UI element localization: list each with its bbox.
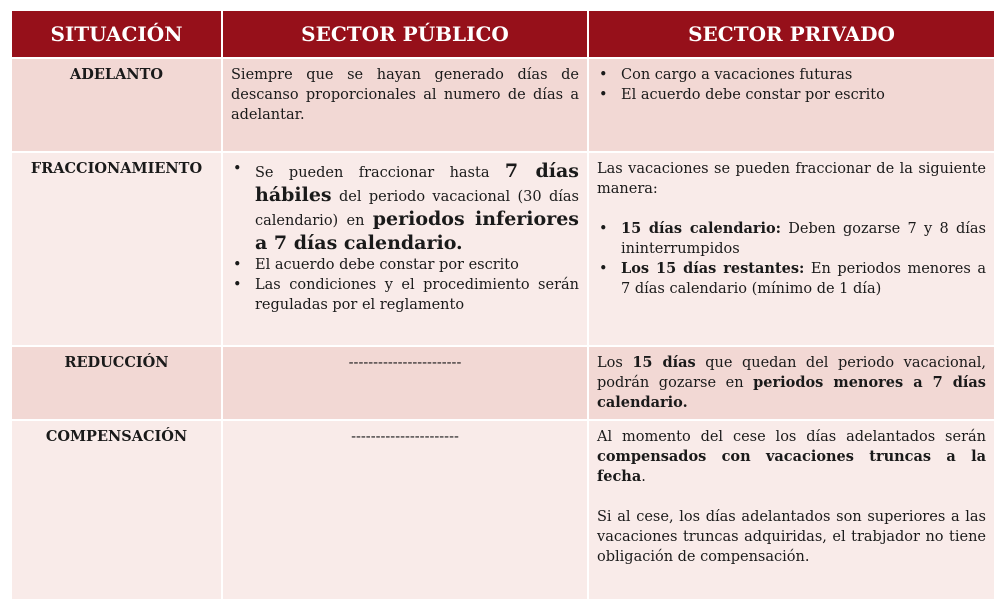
- privado-reduccion: [588, 346, 994, 420]
- spacer: [597, 487, 986, 507]
- list-item-text: El acuerdo debe constar por escrito: [255, 257, 519, 273]
- bold-fragment: periodos menores a 7 días calendario.: [597, 374, 986, 411]
- text-fragment: Al momento del cese los días adelantados serán: [597, 429, 986, 445]
- publico-adelanto: Siempre que se hayan generado días de descanso proporcionales al numero de días a adelantar.: [222, 58, 588, 152]
- text-fragment: En periodos menores a 7 días calendario (mínimo de 1 día): [621, 261, 986, 297]
- bullet-icon: •: [599, 221, 608, 237]
- bullet-icon: •: [599, 261, 608, 277]
- list-item-text: Con cargo a vacaciones futuras: [621, 67, 853, 83]
- text-fragment: Deben gozarse 7 y 8 días ininterrumpidos: [621, 221, 986, 257]
- bullet-icon: •: [233, 257, 242, 273]
- privado-adelanto: [588, 58, 994, 152]
- bold-fragment: 7 días hábiles: [255, 160, 579, 206]
- bullet-icon: •: [233, 161, 242, 177]
- header-situacion: SITUACIÓN: [12, 11, 222, 58]
- list-item: [599, 85, 986, 105]
- situacion-fraccionamiento: FRACCIONAMIENTO: [12, 152, 222, 346]
- text-fragment: que quedan del periodo vacacional, podrán gozarse en: [597, 355, 986, 391]
- situacion-adelanto: ADELANTO: [12, 58, 222, 152]
- row-compensacion: [12, 420, 994, 600]
- bold-fragment: Los 15 días restantes:: [621, 260, 805, 277]
- list-item: [233, 275, 579, 315]
- publico-fraccionamiento: [222, 152, 588, 346]
- bold-fragment: periodos inferiores a 7 días calendario.: [255, 208, 579, 254]
- paragraph: Si al cese, los días adelantados son superiores a las vacaciones truncas adquiridas, el trabjador no tiene obligación de compensación.: [597, 509, 986, 565]
- header-sector-publico: SECTOR PÚBLICO: [222, 11, 588, 58]
- bold-fragment: 15 días calendario:: [621, 220, 782, 237]
- bullet-list: [231, 159, 579, 315]
- privado-fraccionamiento: [588, 152, 994, 346]
- list-item: [599, 65, 986, 85]
- list-item: [599, 259, 986, 299]
- row-adelanto: [12, 58, 994, 152]
- bullet-icon: •: [599, 87, 608, 103]
- bold-fragment: 15 días: [632, 354, 696, 371]
- text-fragment: del periodo vacacional (30 días calendario) en: [255, 189, 579, 229]
- bold-fragment: compensados con vacaciones truncas a la fecha: [597, 448, 986, 485]
- list-item: [599, 219, 986, 259]
- header-sector-privado: SECTOR PRIVADO: [588, 11, 994, 58]
- list-item: [233, 159, 579, 255]
- bullet-icon: •: [599, 67, 608, 83]
- list-item-text: Las condiciones y el procedimiento serán reguladas por el reglamento: [255, 277, 579, 313]
- vacation-comparison-table: [12, 11, 994, 601]
- publico-reduccion: -----------------------: [222, 346, 588, 420]
- text-fragment: Se pueden fraccionar hasta: [255, 165, 505, 181]
- paragraph: [597, 427, 986, 487]
- bullet-list: [597, 65, 986, 105]
- text-fragment: .: [641, 469, 646, 485]
- situacion-compensacion: COMPENSACIÓN: [12, 420, 222, 600]
- bullet-icon: •: [233, 277, 242, 293]
- list-item-text: El acuerdo debe constar por escrito: [621, 87, 885, 103]
- row-reduccion: [12, 346, 994, 420]
- header-row: [12, 11, 994, 58]
- situacion-reduccion: REDUCCIÓN: [12, 346, 222, 420]
- privado-compensacion: [588, 420, 994, 600]
- spacer: [597, 199, 986, 219]
- row-fraccionamiento: [12, 152, 994, 346]
- bullet-list: [597, 219, 986, 299]
- text-fragment: Los: [597, 355, 633, 371]
- intro-text: Las vacaciones se pueden fraccionar de la siguiente manera:: [597, 161, 986, 197]
- publico-compensacion: ----------------------: [222, 420, 588, 600]
- list-item: [233, 255, 579, 275]
